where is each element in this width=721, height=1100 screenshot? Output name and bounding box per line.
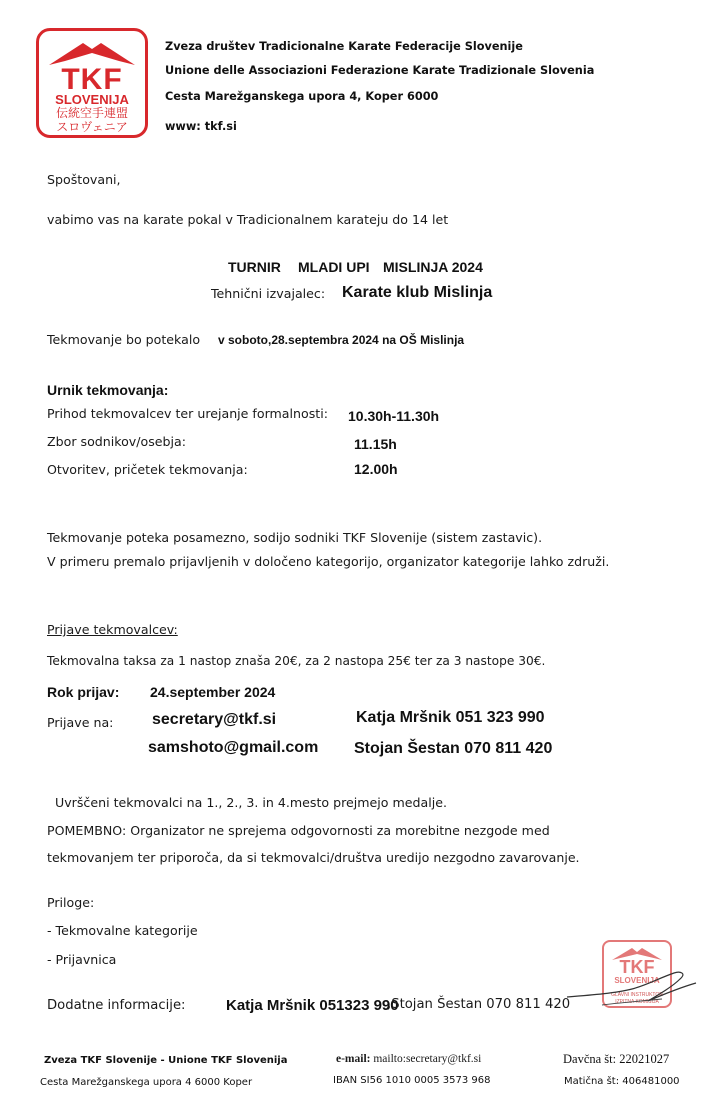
tournament-name: MLADI UPI bbox=[298, 259, 370, 275]
footer-reg: Matična št: 406481000 bbox=[564, 1076, 680, 1087]
registration-email[interactable]: secretary@tkf.si bbox=[152, 711, 277, 728]
tkf-logo bbox=[36, 28, 148, 138]
schedule-row-time: 12.00h bbox=[354, 461, 398, 477]
footer-email[interactable]: mailto:secretary@tkf.si bbox=[373, 1053, 482, 1065]
medals-text: Uvrščeni tekmovalci na 1., 2., 3. in 4.mesto prejmejo medalje. bbox=[55, 795, 447, 810]
registration-contact: Stojan Šestan 070 811 420 bbox=[354, 740, 553, 757]
greeting: Spoštovani, bbox=[47, 172, 121, 187]
header-website[interactable]: www: tkf.si bbox=[165, 120, 237, 133]
attachment-item: - Tekmovalne kategorije bbox=[47, 923, 198, 938]
info-label: Dodatne informacije: bbox=[47, 998, 186, 1013]
organizer-name: Karate klub Mislinja bbox=[342, 284, 493, 301]
registration-fee: Tekmovalna taksa za 1 nastop znaša 20€, za 2 nastopa 25€ ter za 3 nastope 30€. bbox=[47, 654, 546, 668]
header-address: Cesta Marežganskega upora 4, Koper 6000 bbox=[165, 90, 439, 103]
logo-katakana-text: スロヴェニア bbox=[56, 120, 128, 134]
logo-tkf-text: TKF bbox=[61, 63, 123, 96]
tournament-place-year: MISLINJA 2024 bbox=[383, 259, 483, 275]
registration-title: Prijave tekmovalcev: bbox=[47, 622, 178, 637]
intro-text: vabimo vas na karate pokal v Tradicionalnem karateju do 14 let bbox=[47, 212, 449, 227]
schedule-row-time: 11.15h bbox=[354, 436, 397, 452]
schedule-row-time: 10.30h-11.30h bbox=[348, 408, 440, 424]
deadline-label: Rok prijav: bbox=[47, 684, 120, 700]
registration-to-label: Prijave na: bbox=[47, 715, 114, 730]
important-line: POMEMBNO: Organizator ne sprejema odgovornosti za morebitne nezgode med bbox=[47, 823, 550, 838]
organizer-label: Tehnični izvajalec: bbox=[211, 286, 326, 301]
footer-email-label: e-mail: bbox=[336, 1053, 371, 1065]
schedule-row-label: Prihod tekmovalcev ter urejanje formalnosti: bbox=[47, 406, 328, 421]
schedule-title: Urnik tekmovanja: bbox=[47, 382, 169, 398]
header-org-italian: Unione delle Associazioni Federazione Karate Tradizionale Slovenia bbox=[165, 64, 595, 77]
schedule-row-label: Otvoritev, pričetek tekmovanja: bbox=[47, 462, 248, 477]
signature-icon bbox=[562, 965, 702, 1015]
info-contact: ,Stojan Šestan 070 811 420 bbox=[387, 997, 571, 1012]
stamp-line: GLAVNI INSTRUKTOR bbox=[611, 992, 663, 998]
logo-slovenija-text: SLOVENIJA bbox=[55, 92, 129, 107]
footer-tax: Davčna št: 22021027 bbox=[563, 1052, 670, 1066]
registration-email[interactable]: samshoto@gmail.com bbox=[148, 739, 319, 756]
important-line: tekmovanjem ter priporoča, da si tekmovalci/društva uredijo nezgodno zavarovanje. bbox=[47, 850, 580, 865]
header-org-slovene: Zveza društev Tradicionalne Karate Federacije Slovenije bbox=[165, 40, 523, 53]
venue-value: v soboto,28.septembra 2024 na OŠ Mislinja bbox=[218, 333, 465, 347]
footer-email-line bbox=[336, 1053, 481, 1065]
attachments-title: Priloge: bbox=[47, 895, 95, 910]
stamp-tkf-text: TKF bbox=[619, 957, 655, 977]
footer-org: Zveza TKF Slovenije - Unione TKF Slovenija bbox=[44, 1055, 288, 1066]
tournament-label: TURNIR bbox=[228, 259, 281, 275]
schedule-row-label: Zbor sodnikov/osebja: bbox=[47, 434, 186, 449]
attachment-item: - Prijavnica bbox=[47, 952, 117, 967]
registration-contact: Katja Mršnik 051 323 990 bbox=[356, 709, 545, 726]
rules-line: Tekmovanje poteka posamezno, sodijo sodniki TKF Slovenije (sistem zastavic). bbox=[47, 530, 543, 545]
deadline-value: 24.september 2024 bbox=[150, 684, 276, 700]
info-contact: Katja Mršnik 051323 990 bbox=[226, 997, 399, 1014]
logo-kanji-text: 伝統空手連盟 bbox=[55, 106, 128, 120]
venue-label: Tekmovanje bo potekalo bbox=[47, 332, 201, 347]
footer-address: Cesta Marežganskega upora 4 6000 Koper bbox=[40, 1077, 253, 1088]
stamp-line: IZPITNA KOMISIJA bbox=[615, 999, 659, 1005]
stamp-slovenija-text: SLOVENIJA bbox=[614, 976, 660, 985]
rules-line: V primeru premalo prijavljenih v določeno kategorijo, organizator kategorije lahko združi. bbox=[47, 554, 610, 569]
footer-iban: IBAN SI56 1010 0005 3573 968 bbox=[333, 1075, 491, 1086]
